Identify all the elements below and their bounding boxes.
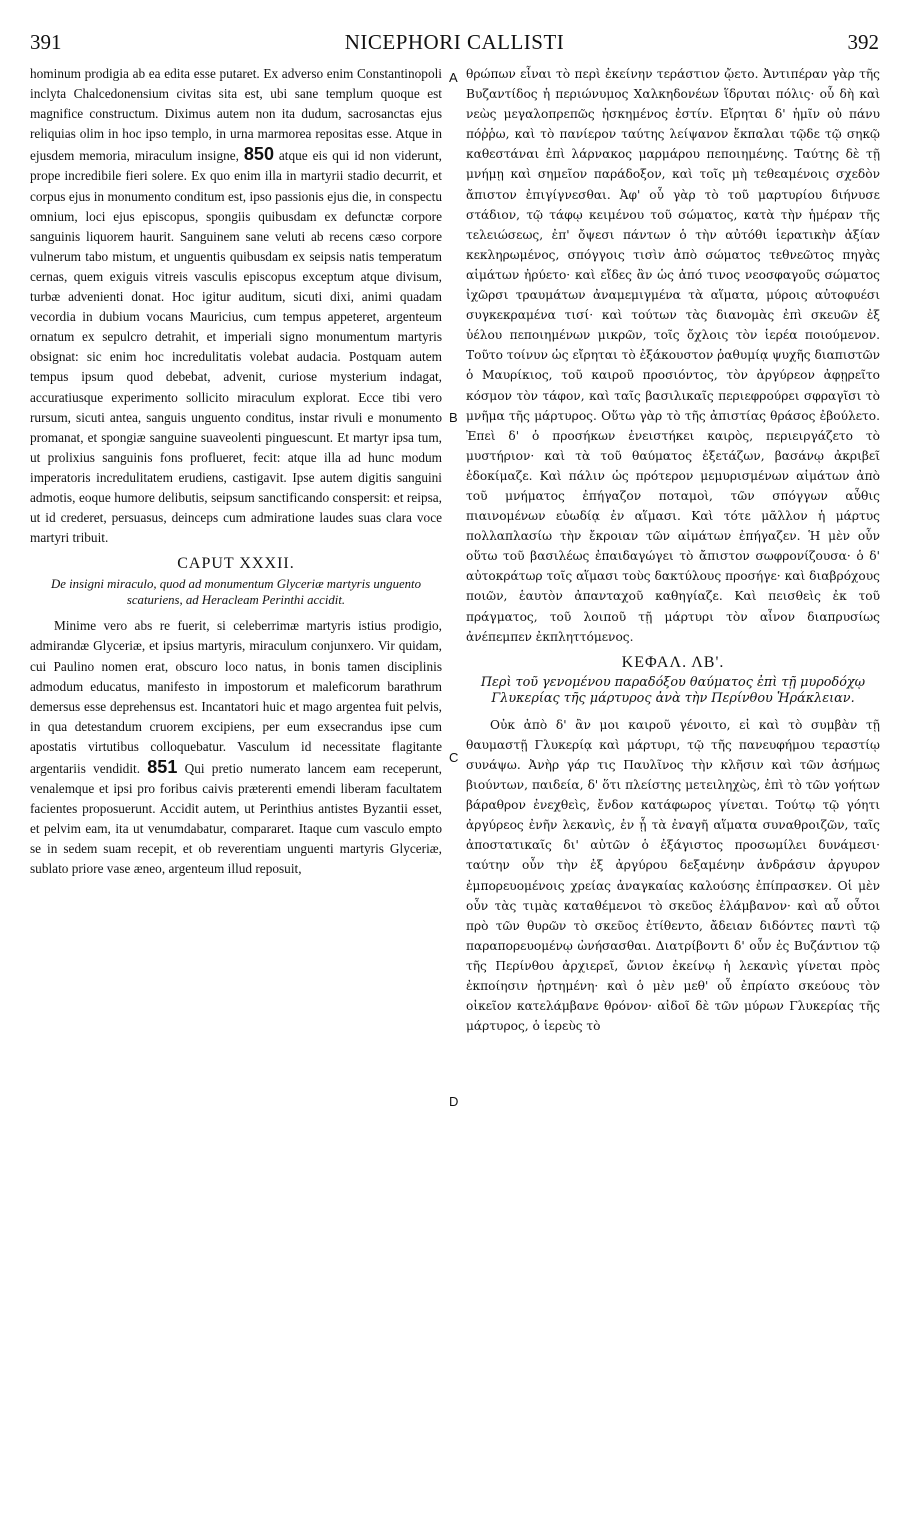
greek-column bbox=[466, 64, 880, 1036]
greek-chapter-heading: ΚΕΦΑΛ. ΛΒ'. bbox=[621, 653, 725, 671]
section-marker-c: C bbox=[449, 750, 459, 765]
latin-column bbox=[30, 64, 442, 880]
greek-paragraph-1: θρώπων εἶναι τὸ περὶ ἐκείνην τεράστιον ᾤετο. Ἀντιπέραν γὰρ τῆς Βυζαντίδος ἡ περιώνυμος Χαλκηδονέων ἵδρυται πόλις· οὗ δὴ καὶ νεὼς μεγαλοπρεπῶς ἠσκημένος ἐστίν. Εἴρηται δ' ἡμῖν οὐ πάνυ πόῤῥω, καὶ τὸ πανίερον ταύτης λείψανον ἔκπαλαι τῷδε τῷ σηκῷ καθεστάναι ἐπὶ λάρνακος μαρμάρου πεποιημένης. Ταύτης δὲ τῇ μνήμῃ καὶ σημεῖον παράδοξον, καὶ τοῖς μὴ τεθεαμένοις σχεδὸν ἄπιστον ἐπιγίγνεσθαι. Ἀφ' οὗ γὰρ τὸ τοῦ μαρτυρίου διήνυσε στάδιον, τῷ τάφῳ κειμένου τοῦ σώματος, κατὰ τὴν ἡμέραν τῆς τελειώσεως, ἐπ' ὄψεσι πάντων ὁ τὴν αὐτόθι ἱερατικὴν ἀξίαν κεκληρωμένος, σπόγγοις τισὶν ἀπὸ σώματος τεθνεῶτος πηγὰς αἱμάτων ἠρύετο· καὶ εἴδες ἂν ὡς ἀπό τινος νεοσφαγοῦς σώματος ἰχῶρσι τραυμάτων ἀναμεμιγμένα τὰ αἵματα, μύροις αὐτοφυέσι συγκεκραμένα τισί· καὶ τούτων τὰς διανομὰς ἐπὶ σκευῶν ἐξ ὑέλου πεποιημένων μικρῶν, τοῖς ὄχλοις τὸν ἱερέα ποιούμενον. Τοῦτο τοίνυν ὡς εἴρηται τὸ ἐξάκουστον ῥαθυμίᾳ ψυχῆς διαπιστῶν ὁ Μαυρίκιος, τοῦ καιροῦ προσιόντος, τὸν ἀργύρεον ἀφῃρεῖτο κόσμον τὸν τάφον, καὶ ταῖς βασιλικαῖς περιεφρούρει σφραγῖσι τὸ μνῆμα τῆς μάρτυρος. Οὕτω γὰρ τὸ τῆς ἀπιστίας θράσος ἐβούλετο. Ἐπεὶ δ' ὁ προσήκων ἐνειστήκει καιρὸς, περιειργάζετο τὸ μυστήριον· καὶ τὰ τοῦ θαύματος ἐξετάζων, βασάνῳ ἀκριβεῖ ἐδοκίμαζε. Καὶ πάλιν ὡς πρότερον μεμυρισμένων αἱμάτων ἀπὸ τοῦ μνήματος ἐπήγαζον ποταμοὶ, τῶν σπόγγων αὖθις πιαινομένων εὐωδίᾳ ἐν αἵμασι. Καὶ τότε μᾶλλον ἡ μάρτυς πολλαπλασίω τὴν ἔκροιαν τῶν αἱμάτων ἐπήγαζεν. Ἡ μὲν οὖν οὕτω τοῦ βασιλέως ἐπαιδαγώγει τὸ ἄπιστον σωφρονίζουσα· ὁ δ' αὐτοκράτωρ τοῖς αἵμασι τοὺς δακτύλους προσήγε· καὶ διαβρόχους ποιῶν, ἑαυτὸν ἀπανταχοῦ καθηγίαζε. Καὶ πεισθεὶς ἐκ τοῦ πράγματος, τοῦ λοιποῦ τῇ μάρτυρι τὸν αἶνον διαπρυσίως ἀνέπεμπεν ἐκπληττόμενος. bbox=[466, 67, 880, 644]
running-header bbox=[30, 30, 879, 64]
section-marker-d: D bbox=[449, 1094, 459, 1109]
right-page-number: 392 bbox=[847, 30, 879, 54]
greek-chapter-summary: Περὶ τοῦ γενομένου παραδόξου θαύματος ἐπὶ τῇ μυροδόχῳ Γλυκερίας τῆς μάρτυρος ἀνὰ τὴν Περίνθου Ἡράκλειαν. bbox=[480, 674, 866, 706]
latin-text-2b: Qui pretio numerato lancem eam receperunt, venalemque et ipsi pro foribus caivis præterenti emendi liberam facultatem facientes proposuerunt. Accidit autem, ut Perinthius antistes Byzantii esset, et pelvim eam, ita ut venumdabatur, compararet. Itaque cum vasculo empto se in sedem suam recepit, et ob reverentiam unguenti martyris Glyceriæ, sublato priore vase æneo, argenteum illud reposuit, bbox=[30, 761, 443, 877]
latin-text-2a: Minime vero abs re fuerit, si celeberrimæ martyris istius prodigio, admirandæ Glyceriæ, et ipsius martyris, miraculum conjunxero. Vir quidam, cui Paulino nomen erat, obscuro loco natus, in bonis tamen disciplinis admodum educatus, manifesto in impostorum et maleficorum barathrum demersus esse deprehensus est. Incantatori huic et mago argentea fuit pelvis, in qua detestandum cruorem excipiens, per eum exsecrandus ipse cum apostatis virtutibus colloquebatur. Vasculum id necessitate flagitante argentariis vendidit. bbox=[30, 618, 442, 776]
latin-paragraph-2 bbox=[30, 616, 442, 879]
left-page-number: 391 bbox=[30, 30, 62, 54]
section-number-850: 850 bbox=[243, 144, 274, 165]
running-title: NICEPHORI CALLISTI bbox=[344, 30, 565, 54]
latin-chapter-heading: CAPUT XXXII. bbox=[177, 555, 295, 573]
section-number-851: 851 bbox=[147, 757, 178, 777]
section-marker-b: B bbox=[449, 410, 458, 425]
latin-paragraph-1 bbox=[30, 64, 442, 548]
section-marker-a: A bbox=[449, 70, 458, 85]
greek-paragraph-2: Οὐκ ἀπὸ δ' ἂν μοι καιροῦ γένοιτο, εἰ καὶ τὸ συμβὰν τῇ θαυμαστῇ Γλυκερίᾳ καὶ μάρτυρι, τῷ τῆς πανευφήμου τεραστίῳ συνάψω. Ἀνὴρ γάρ τις Παυλῖνος τὴν κλῆσιν καὶ τῶν ἀσήμως βιούντων, παιδεία, δ' ὅτι πλείστης μετειληχὼς, ἐπὶ τὸ τῶν γοήτων βάραθρον ἐνεχθεὶς, ἔνδον κατάφωρος γίνεται. Τούτῳ τῷ γόητι ἀργύρεος ἐνῆν λεκανὶς, ἐν ᾗ τὰ ἐναγῆ αἵματα συναθροιζῶν, ταῖς ἀποστατικαῖς δι' αὐτῶν ὁ ἐξάγιστος προσωμίλει δυνάμεσι· ταύτην οὖν τὴν ἐξ ἀργύρου δεξαμένην ἀνδράσιν ἀργυρον ἐμπορευομένοις χρείας ἀναγκαίας καλούσης ἐπίπρασκεν. Οἱ μὲν οὖν τὰς τιμὰς καταθέμενοι τὸ σκεῦος ἐλάμβανον· καὶ αὖ οὗτοι πρὸ τῶν θυρῶν τὸ σκεῦος ἐτίθεντο, ἄδειαν διδόντες παντὶ τῷ παραπορευομένῳ ὠνήσασθαι. Διατρίβοντι δ' οὖν ἐς Βυζάντιον τῷ τῆς Περίνθου ἀρχιερεῖ, ὤνιον ἐκείνῳ ἡ λεκανὶς γίνεται πρὸς ἐκποίησιν ἠρτημένη· καὶ ὁ μὲν μεθ' οὗ ἐπρίατο σκεύους τὸν οἰκεῖον κατελάμβανε θρόνον· αἰδοῖ δὲ τῶν μύρων Γλυκερίας τῆς μάρτυρος, ὁ ἱερεὺς τὸ bbox=[466, 717, 880, 1034]
latin-text-1a: hominum prodigia ab ea edita esse putaret. Ex adverso enim Constantinopoli inclyta Chalcedonensium civitas sita est, ubi sane templum quoque est magnifice constructum. Diximus autem non ita dudum, sacrosanctas ejus reliquias olim in hoc ipso templo, in urna marmorea repositas esse. Atque in ejusdem memoria, miraculum insigne, bbox=[30, 66, 442, 164]
latin-chapter-summary: De insigni miraculo, quod ad monumentum Glyceriæ martyris unguento scaturiens, ad Heracleam Perinthi accidit. bbox=[50, 577, 421, 608]
latin-text-1b: atque eis qui id non viderunt, prope incredibile fieri solere. Ex quo enim illa in martyrii stadio decurrit, et corpus ejus in monumento conditum est, ipso passionis ejus die, in conspectu omnium, loci ejus episcopus, spongiis quibusdam ex defunctæ corpore sanguinis liquorem haurit. Sanguinem sane veluti ab recens cæso corpore vulnerum tabo mistum, et unguentis quibusdam ex seipsis natis temperatum cernas, quem exiguis vitreis vasculis episcopus exceptum atque divisum, turbæ advenienti donat. Hoc igitur auditum, sicuti dixi, animi quadam vecordia in dubium vocans Mauricius, cum tempus appeteret, argenteum ornatum ex sepulcro detrahit, et imperiali signo monumentum martyris obsignat: sic enim hoc incredulitatis volebat audacia. Postquam autem tempus ipsum quod debebat, advenit, curiose mysterium indagat, accuratiusque experimento sollicito miraculum explorat. Ecce tibi vero rursum, sicuti antea, sanguis unguento conditus, instar rivuli e monumento promanat, et spongiæ sanguine suaveolenti pinguescunt. Et martyr ipsa tum, ut prolixius sanguinis fons proflueret, fecit: atque illa ad hunc modum imperatoris incredulitatem erudiens, castigavit. Ipse autem digitis sanguini admotis, eoque humore delibutis, seipsum sanctificando conspersit: et reipsa, ut id crederet, persuasus, deinceps cum admiratione laudes suas clara voce martyri tribuit. bbox=[30, 148, 442, 546]
